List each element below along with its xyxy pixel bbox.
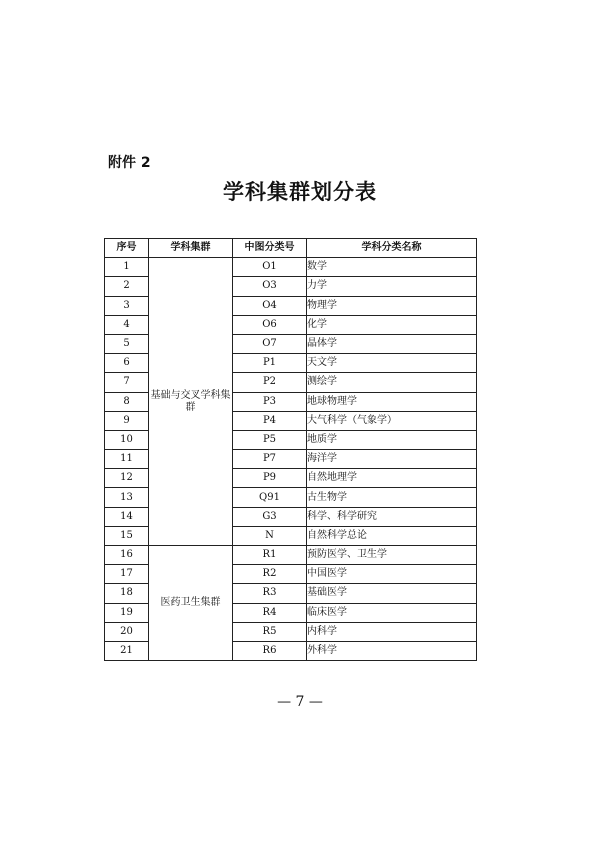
row-code: Q91 — [233, 488, 307, 507]
cluster-cell: 医药卫生集群 — [149, 546, 233, 661]
row-index: 14 — [105, 507, 149, 526]
row-code: R1 — [233, 546, 307, 565]
row-index: 19 — [105, 603, 149, 622]
table-row — [105, 258, 477, 277]
row-name: 中国医学 — [307, 565, 477, 584]
header-cluster: 学科集群 — [149, 239, 233, 258]
row-index: 21 — [105, 641, 149, 660]
attachment-label: 附件 2 — [108, 155, 151, 171]
row-index: 5 — [105, 334, 149, 353]
row-index: 12 — [105, 469, 149, 488]
row-code: R6 — [233, 641, 307, 660]
row-code: P4 — [233, 411, 307, 430]
page-title: 学科集群划分表 — [223, 179, 377, 204]
row-code: R4 — [233, 603, 307, 622]
row-index: 1 — [105, 258, 149, 277]
row-code: O6 — [233, 315, 307, 334]
row-name: 晶体学 — [307, 334, 477, 353]
row-index: 18 — [105, 584, 149, 603]
row-code: P5 — [233, 430, 307, 449]
row-code: O1 — [233, 258, 307, 277]
row-name: 地球物理学 — [307, 392, 477, 411]
row-code: P2 — [233, 373, 307, 392]
row-code: P3 — [233, 392, 307, 411]
row-index: 7 — [105, 373, 149, 392]
row-index: 2 — [105, 277, 149, 296]
row-code: P9 — [233, 469, 307, 488]
row-name: 测绘学 — [307, 373, 477, 392]
row-name: 自然科学总论 — [307, 526, 477, 545]
discipline-cluster-table — [104, 238, 477, 661]
row-index: 4 — [105, 315, 149, 334]
row-name: 基础医学 — [307, 584, 477, 603]
row-name: 天文学 — [307, 354, 477, 373]
row-index: 20 — [105, 622, 149, 641]
row-index: 8 — [105, 392, 149, 411]
table-header-row — [105, 239, 477, 258]
row-code: P7 — [233, 450, 307, 469]
row-index: 9 — [105, 411, 149, 430]
row-index: 6 — [105, 354, 149, 373]
table-row — [105, 546, 477, 565]
row-index: 10 — [105, 430, 149, 449]
row-name: 物理学 — [307, 296, 477, 315]
row-name: 内科学 — [307, 622, 477, 641]
row-name: 古生物学 — [307, 488, 477, 507]
row-code: O7 — [233, 334, 307, 353]
row-code: P1 — [233, 354, 307, 373]
header-index: 序号 — [105, 239, 149, 258]
row-index: 3 — [105, 296, 149, 315]
row-name: 地质学 — [307, 430, 477, 449]
row-index: 16 — [105, 546, 149, 565]
row-index: 15 — [105, 526, 149, 545]
row-code: R3 — [233, 584, 307, 603]
row-name: 科学、科学研究 — [307, 507, 477, 526]
row-index: 13 — [105, 488, 149, 507]
row-code: R2 — [233, 565, 307, 584]
row-name: 大气科学（气象学） — [307, 411, 477, 430]
row-name: 自然地理学 — [307, 469, 477, 488]
row-code: O3 — [233, 277, 307, 296]
row-name: 数学 — [307, 258, 477, 277]
row-name: 海洋学 — [307, 450, 477, 469]
row-index: 11 — [105, 450, 149, 469]
row-code: O4 — [233, 296, 307, 315]
row-code: R5 — [233, 622, 307, 641]
page-number: — 7 — — [277, 694, 323, 710]
row-name: 力学 — [307, 277, 477, 296]
header-code: 中图分类号 — [233, 239, 307, 258]
row-name: 临床医学 — [307, 603, 477, 622]
cluster-cell: 基础与交叉学科集群 — [149, 258, 233, 546]
row-name: 外科学 — [307, 641, 477, 660]
row-code: N — [233, 526, 307, 545]
row-code: G3 — [233, 507, 307, 526]
row-name: 预防医学、卫生学 — [307, 546, 477, 565]
header-name: 学科分类名称 — [307, 239, 477, 258]
row-name: 化学 — [307, 315, 477, 334]
row-index: 17 — [105, 565, 149, 584]
